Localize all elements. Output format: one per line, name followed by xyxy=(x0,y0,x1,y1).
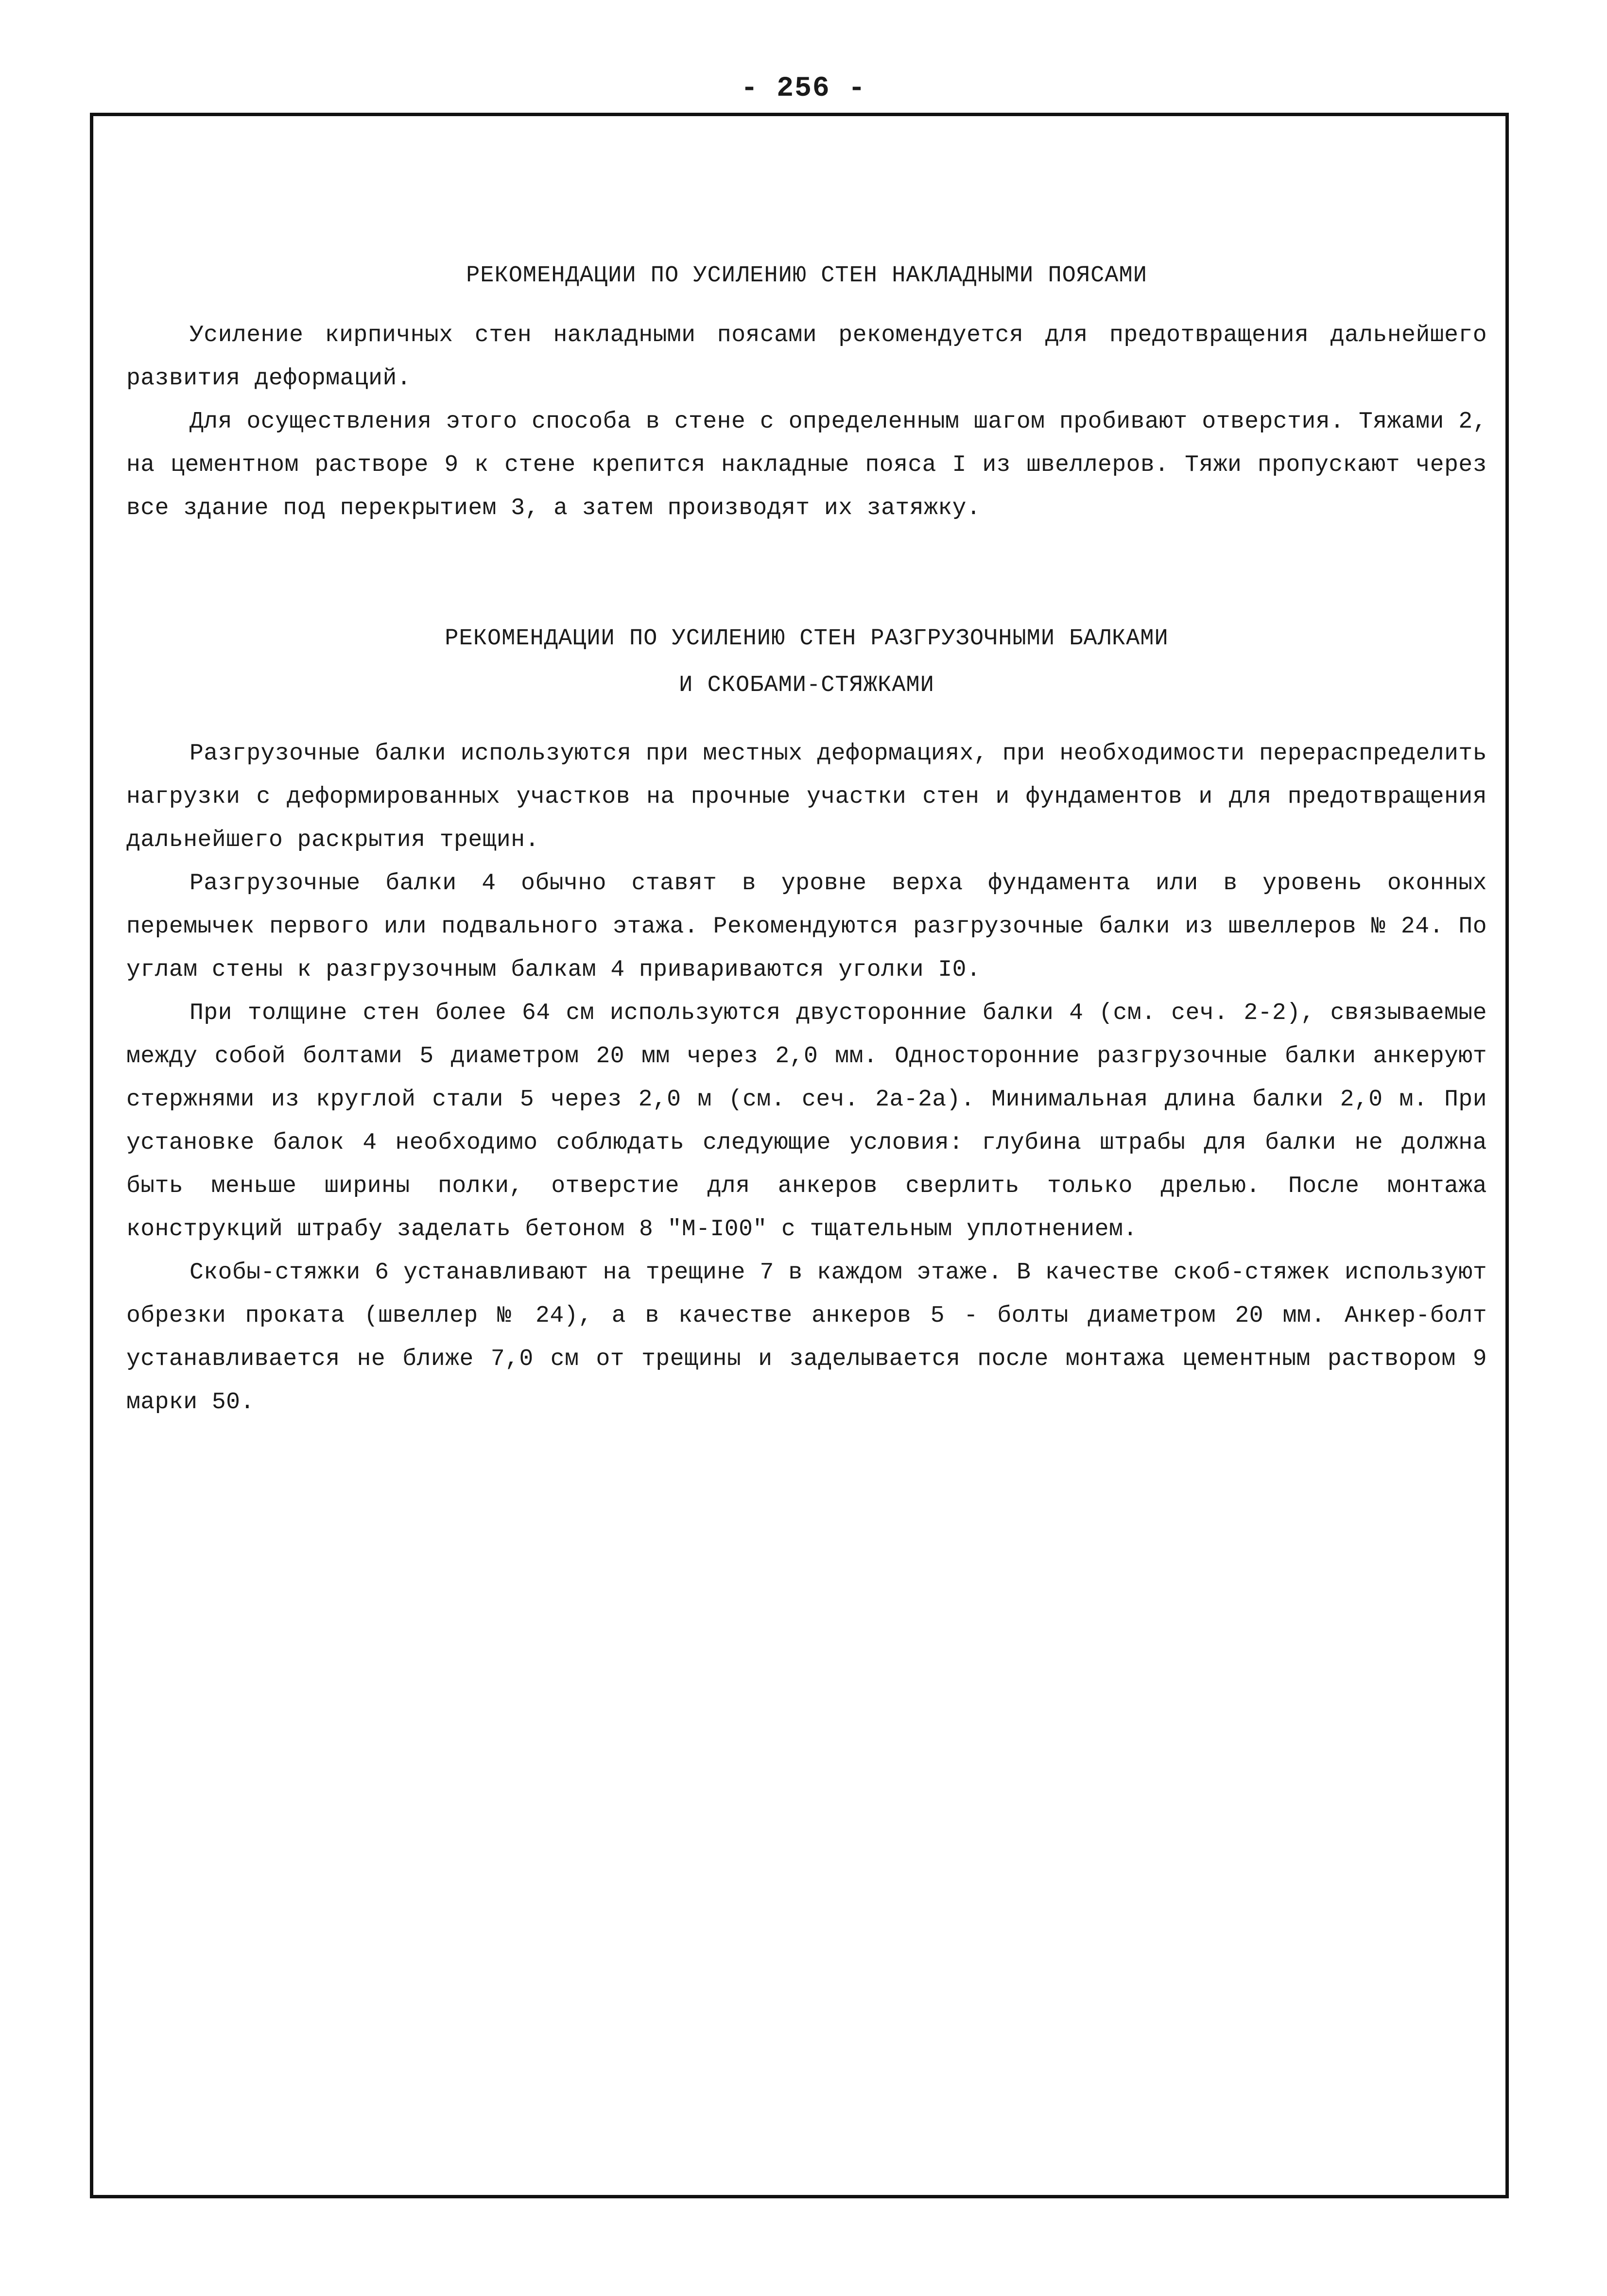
paragraph: Скобы-стяжки 6 устанавливают на трещине 7 в каждом этаже. В качестве скоб-стяжек используют обрезки проката (швеллер № 24), а в качестве анкеров 5 - болты диаметром 20 мм. Анкер-болт устанавливается не ближе 7,0 см от трещины и заделывается после монтажа цементным раствором 9 марки 50. xyxy=(126,1260,1487,1416)
section-belts xyxy=(126,253,1487,530)
section-heading-line: РЕКОМЕНДАЦИИ ПО УСИЛЕНИЮ СТЕН РАЗГРУЗОЧНЫМИ БАЛКАМИ xyxy=(445,626,1169,652)
paragraph: Разгрузочные балки 4 обычно ставят в уровне верха фундамента или в уровень оконных перемычек первого или подвального этажа. Рекомендуются разгрузочные балки из швеллеров № 24. По углам стены к разгрузочным балкам 4 привариваются уголки I0. xyxy=(126,870,1487,983)
section-heading xyxy=(126,616,1487,709)
section-heading xyxy=(126,253,1487,299)
section-relief-beams xyxy=(126,616,1487,1424)
paragraph: Усиление кирпичных стен накладными поясами рекомендуется для предотвращения дальнейшего развития деформаций. xyxy=(126,322,1487,392)
paragraph: Для осуществления этого способа в стене с определенным шагом пробивают отверстия. Тяжами 2, на цементном растворе 9 к стене крепится накладные пояса I из швеллеров. Тяжи пропускают через все здание под перекрытием 3, а затем производят их затяжку. xyxy=(126,409,1487,521)
paragraph: При толщине стен более 64 см используются двусторонние балки 4 (см. сеч. 2-2), связываемые между собой болтами 5 диаметром 20 мм через 2,0 мм. Односторонние разгрузочные балки анкеруют стержнями из круглой стали 5 через 2,0 м (см. сеч. 2а-2а). Минимальная длина балки 2,0 м. При установке балок 4 необходимо соблюдать следующие условия: глубина штрабы для балки не должна быть меньше ширины полки, отверстие для анкеров сверлить только дрелью. После монтажа конструкций штрабу заделать бетоном 8 "М-I00" с тщательным уплотнением. xyxy=(126,1000,1487,1243)
section-heading-line: РЕКОМЕНДАЦИИ ПО УСИЛЕНИЮ СТЕН НАКЛАДНЫМИ ПОЯСАМИ xyxy=(466,263,1147,289)
document-body xyxy=(126,253,1487,1424)
section-heading-line: И СКОБАМИ-СТЯЖКАМИ xyxy=(679,673,934,698)
page-number: - 256 - xyxy=(741,73,866,104)
paragraph: Разгрузочные балки используются при местных деформациях, при необходимости перераспределить нагрузки с деформированных участков на прочные участки стен и фундаментов и для предотвращения дальнейшего раскрытия трещин. xyxy=(126,741,1487,853)
